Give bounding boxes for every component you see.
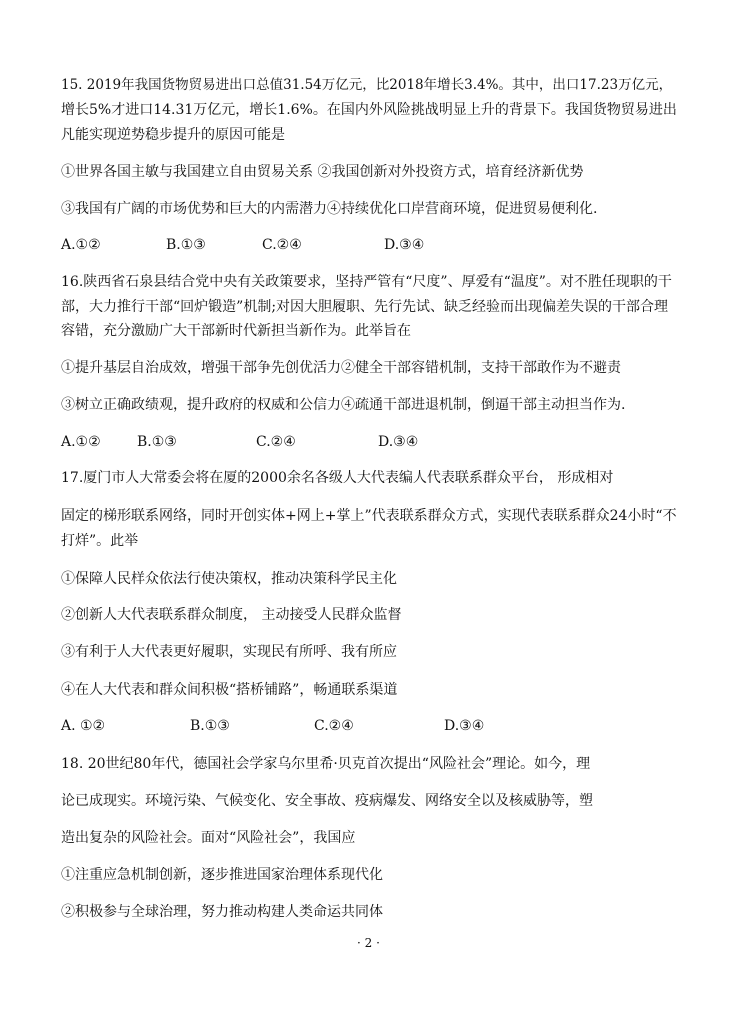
q17-stem-line-1: 17.厦门市人大常委会将在厦的2000余名各级人大代表编人代表联系群众平台， 形成相对 [61,470,614,486]
q18-statement-1: ①注重应急机制创新，逐步推进国家治理体系现代化 [61,867,383,883]
q18-stem-line-3: 造出复杂的风险社会。面对“风险社会”，我国应 [61,830,356,846]
q15-statement-1: ①世界各国主敏与我国建立自由贸易关系 ②我国创新对外投资方式，培育经济新优势 [61,164,584,180]
q15-stem-line-3: 凡能实现逆势稳步提升的原因可能是 [61,127,285,143]
q17-statement-2: ②创新人大代表联系群众制度， 主动接受人民群众监督 [61,607,402,623]
q15-option-a: A.①② [61,237,101,253]
q17-option-a: A. ①② [61,718,106,734]
q16-stem-line-2: 部，大力推行干部“回炉锻造”机制;对因大胆履职、先行先试、缺乏经验而出现偏差失误的干部合理 [61,299,669,315]
q17-stem-line-2: 固定的梯形联系网络，同时开创实体+网上+掌上”代表联系群众方式，实现代表联系群众24小时“不 [61,508,677,524]
q16-statement-2: ③树立正确政绩观，提升政府的权威和公信力④疏通干部进退机制，倒逼干部主动担当作为. [61,397,626,413]
page-number: · 2 · [357,936,380,950]
q16-statement-1: ①提升基层自治成效，增强干部争先创优活力②健全干部容错机制，支持干部敢作为不避责 [61,360,621,376]
q18-statement-2: ②积极参与全球治理，努力推动构建人类命运共同体 [61,904,383,920]
q16-stem-line-3: 容错，充分激励广大干部新时代新担当新作为。此举旨在 [61,323,411,339]
q16-option-c: C.②④ [256,434,296,450]
q18-stem-line-1: 18. 20世纪80年代，德国社会学家乌尔里希·贝克首次提出“风险社会”理论。如今，理 [61,756,591,772]
q15-stem-line-2: 增长5%才进口14.31万亿元，增长1.6%。在国内外风险挑战明显上升的背景下。我国货物贸易进出 [61,102,677,118]
q15-option-c: C.②④ [262,237,302,253]
q17-statement-3: ③有利于人大代表更好履职，实现民有所呼、我有所应 [61,644,397,660]
q15-option-d: D.③④ [384,237,425,253]
q16-option-d: D.③④ [378,434,419,450]
q17-stem-line-3: 打烊”。此举 [61,533,139,549]
q17-option-c: C.②④ [314,718,354,734]
q17-statement-1: ①保障人民样众依法行使决策权，推动决策科学民主化 [61,571,397,587]
q16-option-a: A.①② [61,434,101,450]
q16-stem-line-1: 16.陕西省石泉县结合党中央有关政策要求，坚持严管有“尺度”、厚爱有“温度”。对不胜任现职的干 [61,274,672,290]
q15-option-b: B.①③ [166,237,206,253]
q15-statement-2: ③我国有广阔的市场优势和巨大的内需潜力④持续优化口岸营商环境，促进贸易便利化. [61,201,598,217]
q16-option-b: B.①③ [137,434,177,450]
q17-statement-4: ④在人大代表和群众间积极“搭桥铺路”，畅通联系渠道 [61,682,398,698]
q17-option-b: B.①③ [190,718,230,734]
q18-stem-line-2: 论已成现实。环境污染、气候变化、安全事故、疫病爆发、网络安全以及核威胁等，塑 [61,793,593,809]
q17-option-d: D.③④ [444,718,485,734]
q15-stem-line-1: 15. 2019年我国货物贸易进出口总值31.54万亿元，比2018年增长3.4%。其中，出口17.23万亿元， [61,77,673,93]
